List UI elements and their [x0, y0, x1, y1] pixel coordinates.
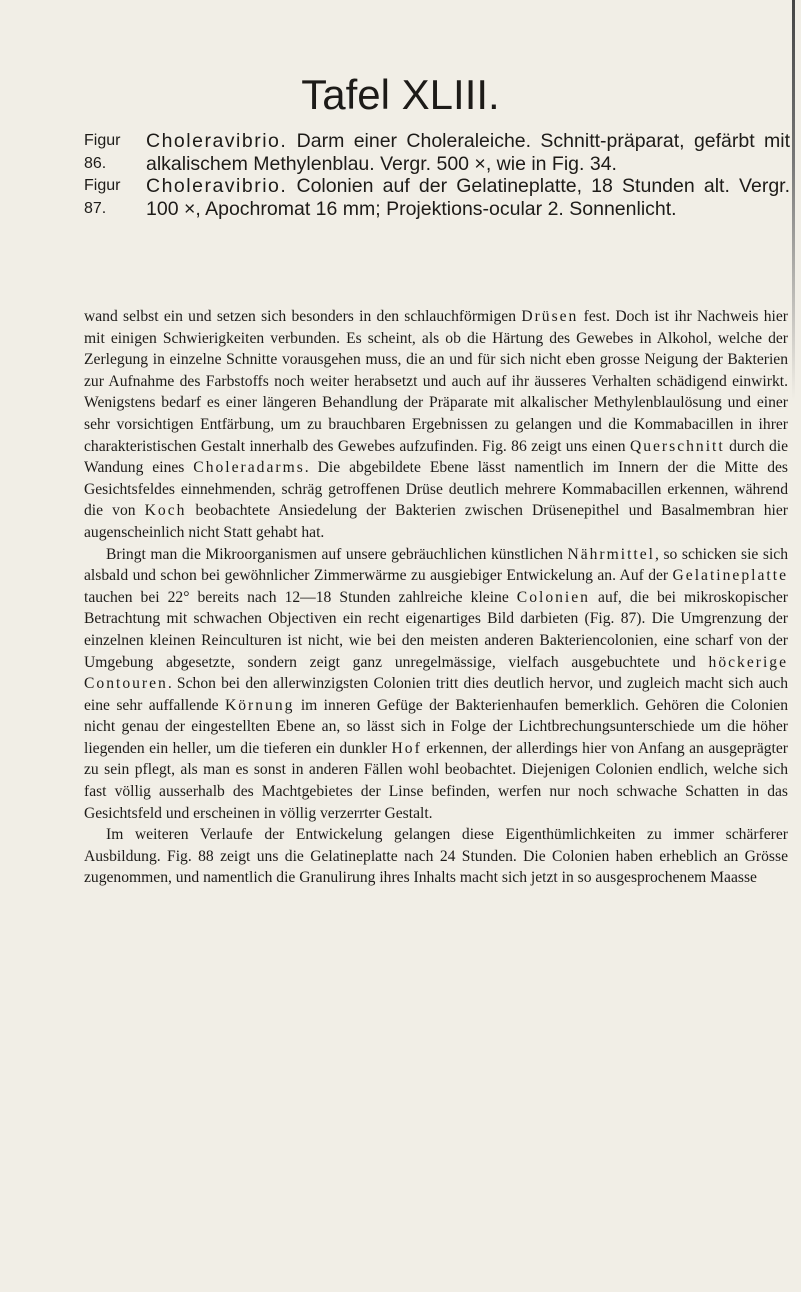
paragraph	[84, 544, 788, 825]
text-run: auf, die bei mikroskopischer Betrachtung mit schwachen Objectiven ein recht eigenartiges Bild darbieten (Fig. 87). Die Umgrenzung der einzelnen kleinen Reinculturen ist nicht, wie bei den meisten anderen Bakteriencolonien, eine scharf von der Umgebung abgesetzte, sondern zeigt ganz unregelmässige, vielfach ausgebuchtete und	[84, 588, 788, 671]
figure-caption-text	[146, 130, 790, 175]
species-name: Choleravibrio.	[146, 175, 288, 197]
figure-label: Figur 87.	[84, 177, 121, 217]
spaced-emphasis-text: Nährmittel	[567, 545, 655, 563]
text-run: tauchen bei 22° bereits nach 12—18 Stunden zahlreiche kleine	[84, 588, 517, 606]
caption-description: Darm einer Choleraleiche. Schnitt-präparat, gefärbt mit alkalischem Methylenblau. Vergr. 500 ×, wie in Fig. 34.	[146, 130, 790, 175]
text-run: Bringt man die Mikroorganismen auf unsere gebräuchlichen künstlichen	[106, 545, 568, 563]
text-run: . Schon bei den allerwinzigsten Colonien tritt dies deutlich hervor, und zugleich macht sich auch eine sehr auffallende	[84, 675, 788, 714]
page-title: Tafel XLIII.	[301, 71, 500, 118]
text-run: durch die Wandung eines	[84, 437, 788, 477]
spaced-emphasis-text: Koch	[144, 502, 187, 520]
text-run: , so schicken sie sich alsbald und schon bei gewöhnlicher Zimmerwärme zu ausgiebiger Entwickelung an. Auf der	[84, 545, 788, 585]
figure-label: Figur 86.	[84, 132, 121, 172]
spaced-emphasis-text: Hof	[391, 739, 422, 757]
species-name: Choleravibrio.	[146, 130, 288, 152]
figure-caption-text	[146, 175, 790, 220]
paragraph	[84, 824, 788, 889]
spaced-emphasis-text: Colonien	[516, 588, 590, 606]
body-text	[84, 306, 788, 889]
text-run: beobachtete Ansiedelung der Bakterien zwischen Drüsenepithel und Basalmembran hier augenscheinlich nicht Statt gehabt hat.	[84, 502, 788, 541]
text-run: wand selbst ein und setzen sich besonders in den schlauchförmigen	[84, 308, 522, 325]
text-run: . Die abgebildete Ebene lässt namentlich im Innern der die Mitte des Gesichtsfeldes einnehmenden, schräg getroffenen Drüse deutlich mehrere Kommabacillen erkennen, während die von	[84, 459, 789, 520]
text-run: erkennen, der allerdings hier von Anfang an ausgeprägter zu sein pflegt, als man es sonst in anderen Fällen wohl beobachtet. Diejenigen Colonien endlich, welche sich fast völlig ausserhalb des Machtgebietes der Linse befinden, werfen nur noch schwache Schatten in das Gesichtsfeld und erscheinen in völlig verzerrter Gestalt.	[84, 739, 788, 822]
spaced-emphasis-text: Drüsen	[521, 308, 579, 325]
figure-captions	[84, 130, 790, 220]
paragraph	[84, 306, 788, 544]
spaced-emphasis-text: Querschnitt	[629, 437, 725, 455]
text-run: fest. Doch ist ihr Nachweis hier mit einigen Schwierigkeiten verbunden. Es scheint, als ob die Härtung des Gewebes in Alkohol, welche der Zerlegung in einzelne Schnitte vorausgehen muss, die an und für sich nicht eben grosse Neigung der Bakterien zur Aufnahme des Farbstoffs noch weiter herabsetzt und auch auf ihr äusseres Verhalten schädigend einwirkt. Wenigstens bedarf es einer längeren Behandlung der Präparate mit alkalischer Methylenblaulösung und einer sehr vorsichtigen Entfärbung, um zu brauchbaren Ergebnissen zu gelangen und die Kommabacillen in ihrer charakteristischen Gestalt innerhalb des Gewebes aufzufinden. Fig. 86 zeigt uns einen	[84, 308, 788, 455]
spaced-emphasis-text: höckerige Contouren	[84, 653, 788, 693]
spaced-emphasis-text: Körnung	[224, 696, 295, 714]
page-edge-shadow	[792, 0, 795, 400]
spaced-emphasis-text: Choleradarms	[193, 459, 305, 477]
text-run: im inneren Gefüge der Bakterienhaufen bemerklich. Gehören die Colonien nicht genau der eingestellten Ebene an, so lässt sich in Folge der Lichtbrechungsunterschiede um die höher liegenden ein heller, um die tieferen ein dunkler	[84, 696, 788, 757]
figure-caption-86	[84, 130, 790, 175]
text-run: Im weiteren Verlaufe der Entwickelung gelangen diese Eigenthümlichkeiten zu immer schärferer Ausbildung. Fig. 88 zeigt uns die Gelatineplatte nach 24 Stunden. Die Colonien haben erheblich an Grösse zugenommen, und namentlich die Granulirung ihres Inhalts macht sich jetzt in so ausgesprochenem Maasse	[84, 826, 788, 887]
caption-description: Colonien auf der Gelatineplatte, 18 Stunden alt. Vergr. 100 ×, Apochromat 16 mm; Projektions-ocular 2. Sonnenlicht.	[146, 175, 790, 220]
figure-caption-87	[84, 175, 790, 220]
spaced-emphasis-text: Gelatineplatte	[672, 567, 788, 585]
